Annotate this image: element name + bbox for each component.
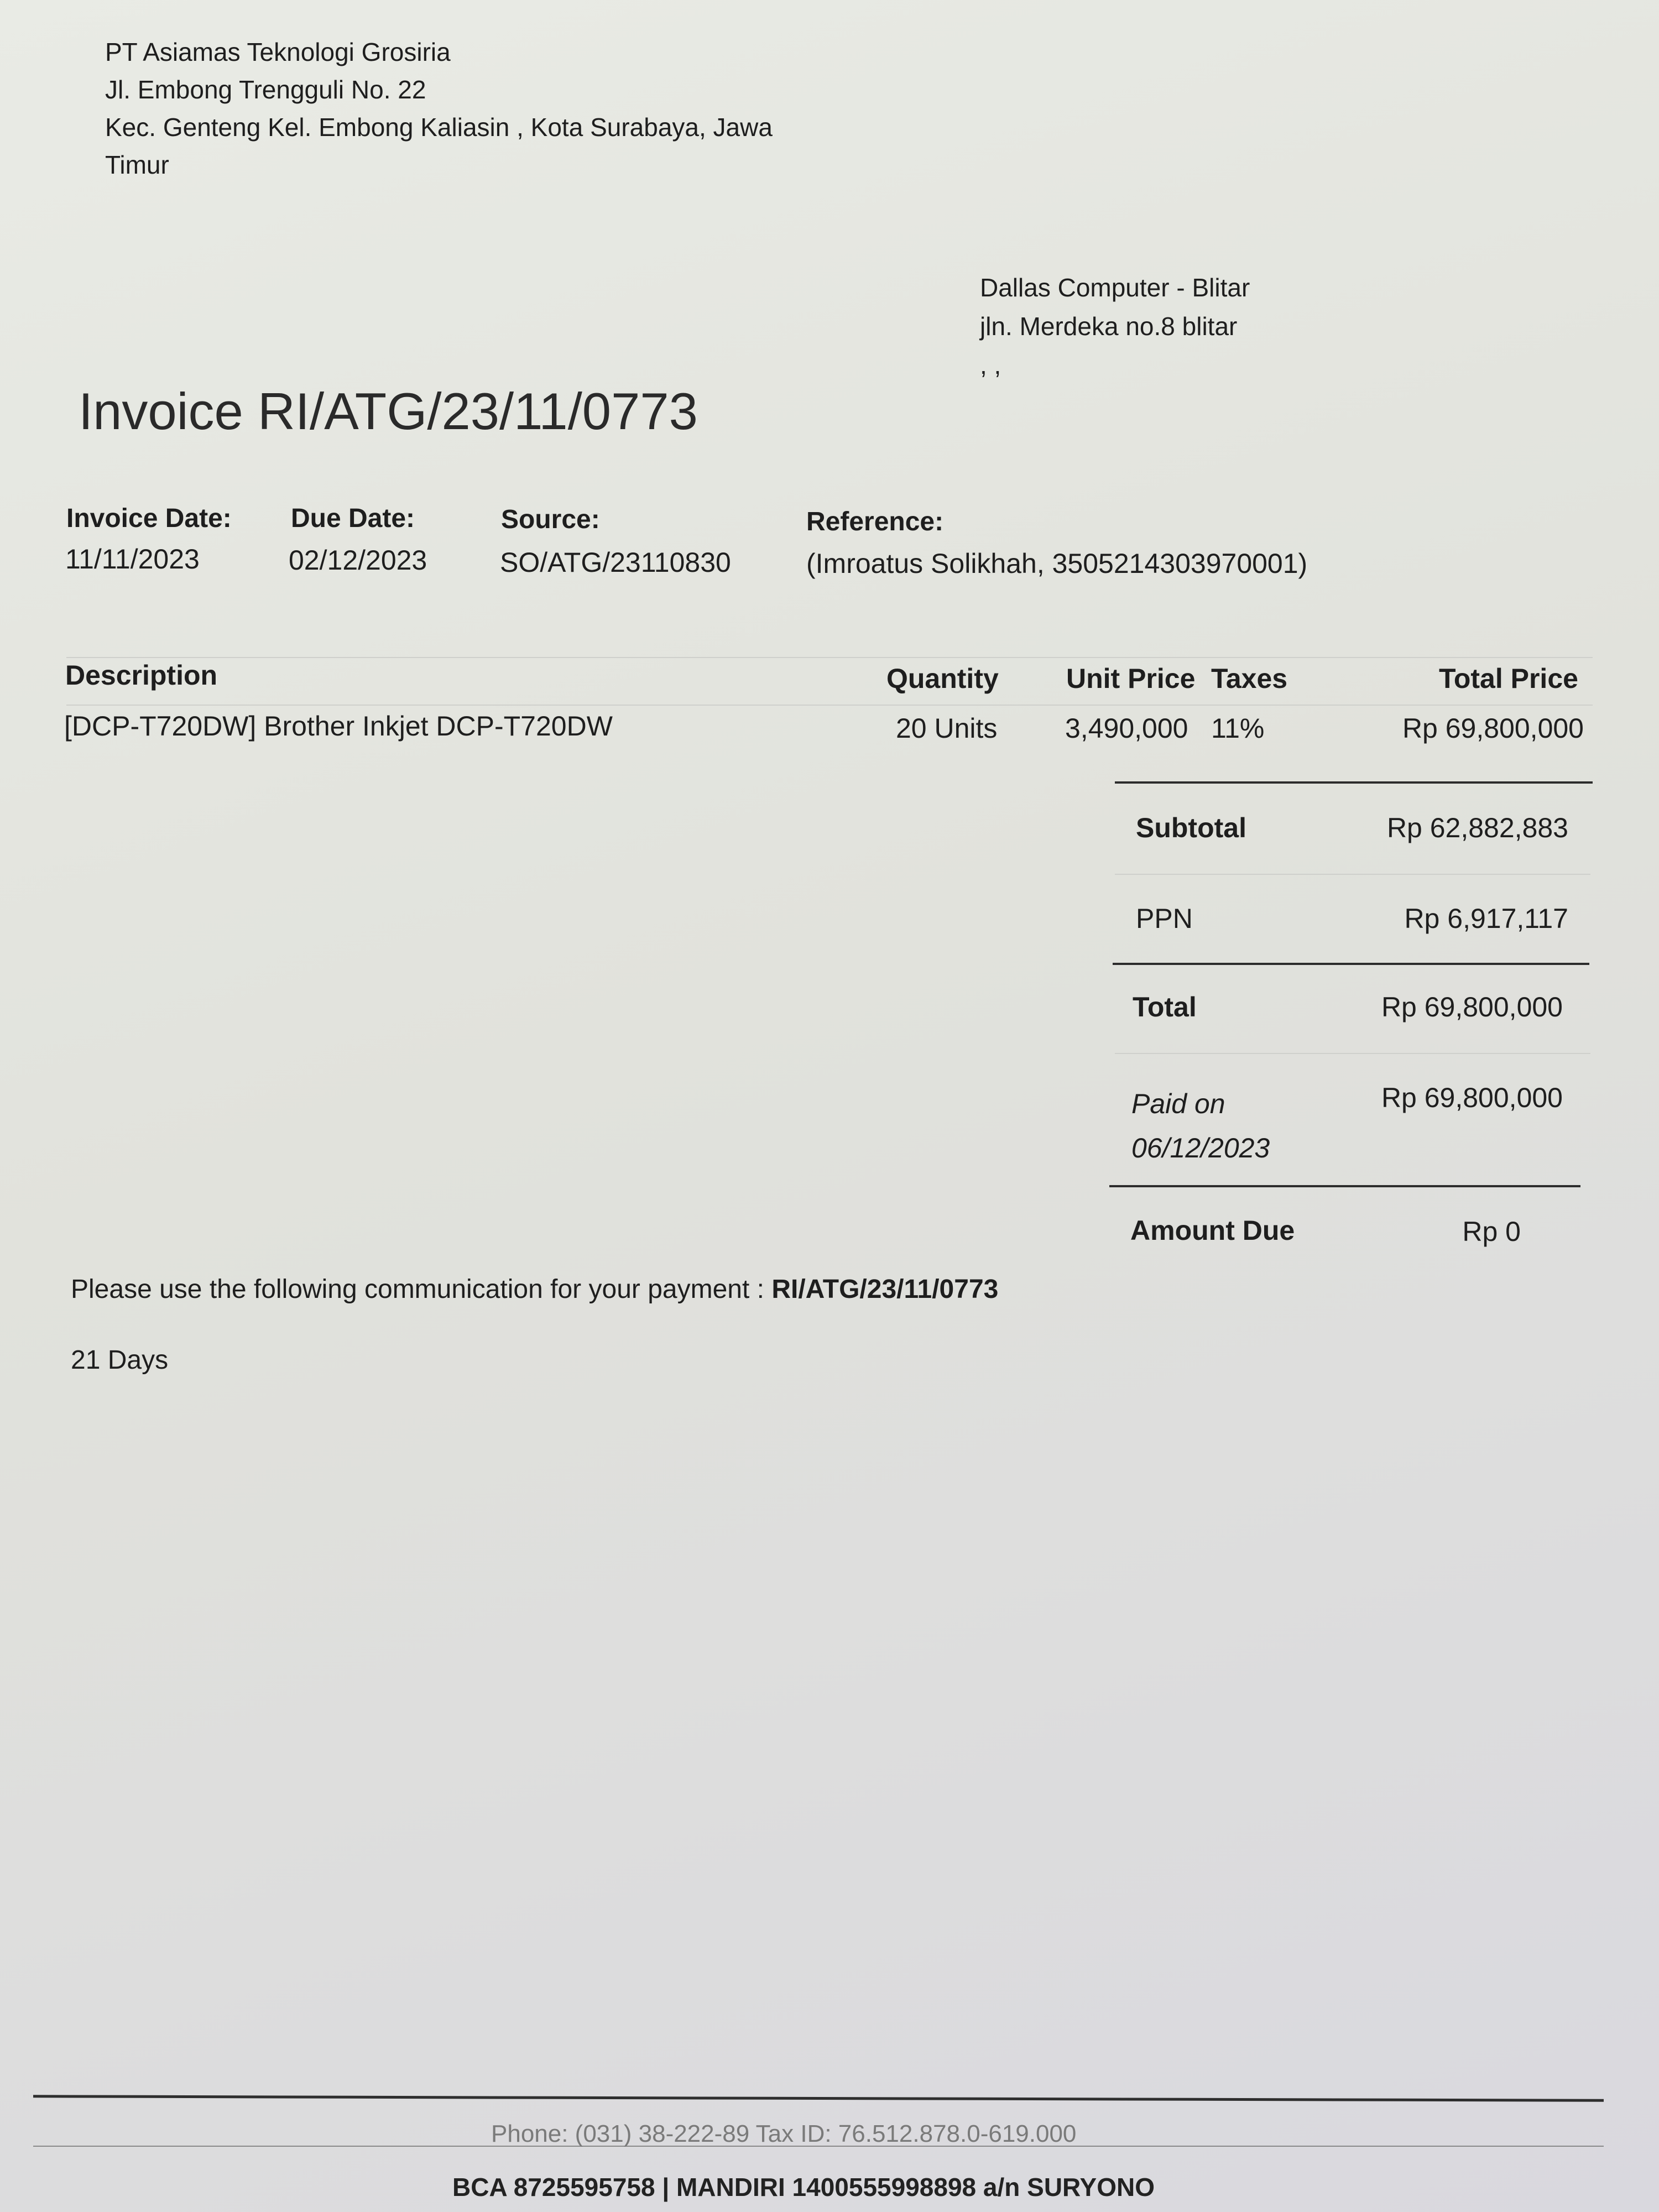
subtotal-value: Rp 62,882,883	[1386, 812, 1568, 843]
col-header-quantity: Quantity	[886, 663, 999, 694]
paid-on-label-line-1: Paid on	[1131, 1088, 1225, 1119]
footer-bank-accounts: BCA 8725595758 | MANDIRI 1400555998898 a/n SURYONO	[452, 2173, 1155, 2201]
source-label: Source:	[501, 505, 600, 534]
customer-address-block	[980, 268, 1250, 384]
row-taxes: 11%	[1211, 713, 1265, 744]
invoice-date-label: Invoice Date:	[66, 504, 232, 533]
reference-value: (Imroatus Solikhah, 3505214303970001)	[806, 548, 1308, 579]
reference-label: Reference:	[806, 507, 944, 536]
customer-address: jln. Merdeka no.8 blitar	[980, 312, 1238, 341]
total-rule	[1115, 1053, 1590, 1054]
ppn-value: Rp 6,917,117	[1404, 903, 1568, 934]
company-address-line-2: Kec. Genteng Kel. Embong Kaliasin , Kota Surabaya, Jawa	[105, 113, 773, 142]
col-header-total-price: Total Price	[1439, 663, 1578, 694]
payment-terms: 21 Days	[71, 1345, 169, 1375]
col-header-unit-price: Unit Price	[1066, 663, 1196, 694]
payment-communication-prefix: Please use the following communication for your payment :	[71, 1275, 772, 1304]
invoice-title: Invoice RI/ATG/23/11/0773	[79, 382, 698, 440]
amount-due-label: Amount Due	[1130, 1215, 1295, 1246]
row-unit-price: 3,490,000	[1065, 713, 1188, 744]
company-address-block	[105, 33, 773, 184]
subtotal-label: Subtotal	[1136, 812, 1246, 843]
amount-due-value: Rp 0	[1462, 1216, 1521, 1247]
summary-top-rule	[1115, 781, 1593, 784]
total-top-rule	[1113, 963, 1589, 965]
customer-name: Dallas Computer - Blitar	[980, 273, 1250, 302]
amount-due-top-rule	[1109, 1185, 1580, 1187]
footer-contact: Phone: (031) 38-222-89 Tax ID: 76.512.878.0-619.000	[491, 2120, 1077, 2147]
subtotal-rule	[1115, 874, 1590, 875]
payment-communication	[71, 1274, 998, 1305]
col-header-description: Description	[65, 660, 218, 691]
table-header-top-rule	[66, 657, 1593, 658]
company-name: PT Asiamas Teknologi Grosiria	[105, 38, 451, 66]
table-header-bottom-rule	[66, 705, 1593, 706]
payment-reference: RI/ATG/23/11/0773	[771, 1275, 999, 1304]
ppn-label: PPN	[1136, 903, 1193, 934]
source-value: SO/ATG/23110830	[500, 547, 731, 578]
invoice-date-value: 11/11/2023	[65, 544, 200, 575]
paid-value: Rp 69,800,000	[1381, 1082, 1563, 1113]
col-header-taxes: Taxes	[1211, 663, 1288, 694]
row-quantity: 20 Units	[896, 713, 998, 744]
row-description: [DCP-T720DW] Brother Inkjet DCP-T720DW	[64, 711, 613, 742]
due-date-label: Due Date:	[291, 504, 415, 533]
row-total-price: Rp 69,800,000	[1402, 713, 1584, 744]
total-label: Total	[1133, 992, 1197, 1022]
total-value: Rp 69,800,000	[1381, 992, 1563, 1022]
paid-on-label	[1131, 1082, 1270, 1170]
company-address-line-1: Jl. Embong Trengguli No. 22	[105, 75, 426, 104]
company-address-line-3: Timur	[105, 150, 169, 179]
due-date-value: 02/12/2023	[289, 545, 427, 576]
paid-on-label-line-2: 06/12/2023	[1131, 1133, 1270, 1164]
customer-address-extra: , ,	[980, 351, 1001, 379]
footer-top-rule	[33, 2095, 1604, 2101]
